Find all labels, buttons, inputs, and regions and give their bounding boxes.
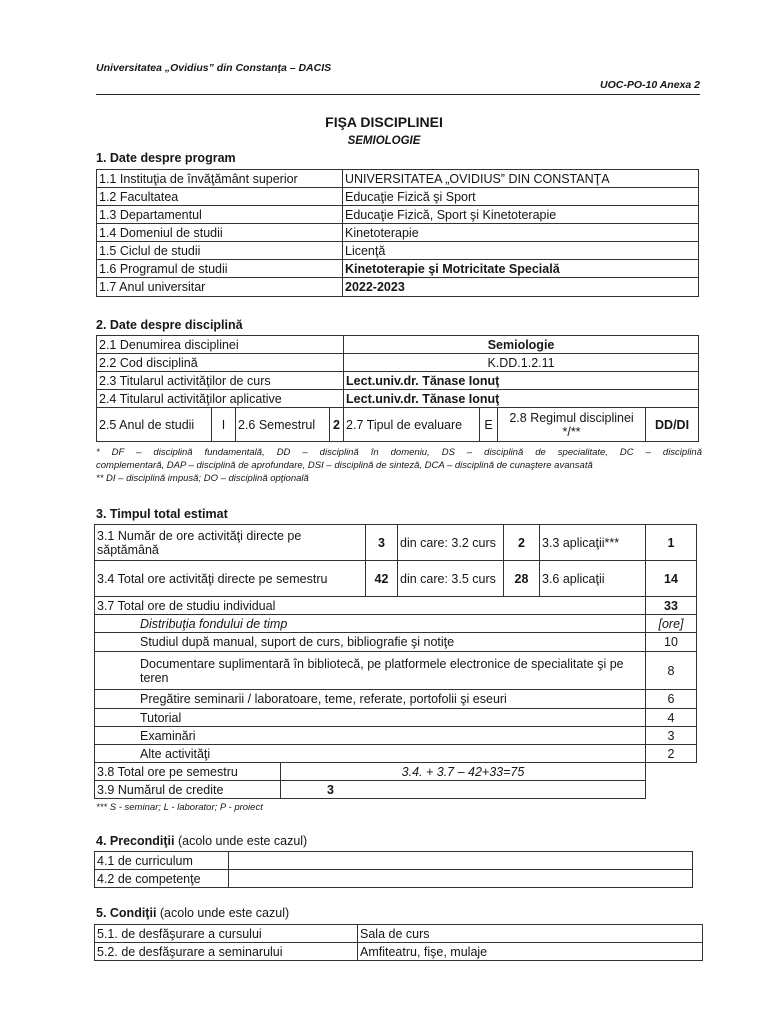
table-row: 4.2 de competenţe: [95, 870, 693, 888]
table-row: Tutorial 4: [95, 709, 697, 727]
table-row: Distribuţia fondului de timp [ore]: [95, 615, 697, 633]
section2-heading: 2. Date despre disciplină: [96, 318, 243, 332]
table-row: 3.9 Numărul de credite 3: [95, 781, 697, 799]
table-row: 5.2. de desfăşurare a seminarului Amfiteatru, fişe, mulaje: [95, 943, 703, 961]
table-row: 1.6 Programul de studii Kinetoterapie şi Motricitate Specială: [97, 260, 699, 278]
section1-heading: 1. Date despre program: [96, 151, 236, 165]
table-row: 1.3 Departamentul Educaţie Fizică, Sport şi Kinetoterapie: [97, 206, 699, 224]
preconditions-table: [94, 851, 693, 888]
table-row: 4.1 de curriculum: [95, 852, 693, 870]
conditions-table: [94, 924, 703, 961]
table-row: 1.2 Facultatea Educaţie Fizică şi Sport: [97, 188, 699, 206]
document-subtitle: SEMIOLOGIE: [347, 135, 421, 147]
table-row: 3.7 Total ore de studiu individual 33: [95, 597, 697, 615]
time-note: *** S - seminar; L - laborator; P - proiect: [96, 802, 263, 813]
time-table: [94, 524, 697, 799]
table-row: 1.5 Ciclul de studii Licenţă: [97, 242, 699, 260]
discipline-notes: * DF – disciplină fundamentală, DD – disciplină în domeniu, DS – disciplină de specialitate, DC – disciplină complementară, DAP – disciplină de aprofundare, DSI – disciplină de sinteză, DCA – disciplină de cunaştere avansată ** DI – disciplină impusă; DO – disciplină opţională: [96, 447, 702, 484]
table-row: 2.2 Cod disciplină K.DD.1.2.11: [97, 354, 699, 372]
table-row: 2.1 Denumirea disciplinei Semiologie: [97, 336, 699, 354]
table-row: 1.1 Instituţia de învăţământ superior UNIVERSITATEA „OVIDIUS” DIN CONSTANŢA: [97, 170, 699, 188]
table-row: 2.3 Titularul activităţilor de curs Lect.univ.dr. Tănase Ionuţ: [97, 372, 699, 390]
document-title: FIŞA DISCIPLINEI: [325, 114, 443, 130]
institution-header: Universitatea „Ovidius” din Constanţa – DACIS: [96, 62, 332, 74]
table-row: 2.5 Anul de studii I 2.6 Semestrul 2 2.7 Tipul de evaluare E 2.8 Regimul disciplinei */** DD/DI: [97, 408, 699, 442]
table-row: Examinări 3: [95, 727, 697, 745]
section4-heading: 4. Precondiţii (acolo unde este cazul): [96, 834, 308, 848]
table-row: 3.1 Număr de ore activităţi directe pe săptămână 3 din care: 3.2 curs 2 3.3 aplicaţii*** 1: [95, 525, 697, 561]
document-code: UOC-PO-10 Anexa 2: [600, 79, 700, 91]
table-row: 3.4 Total ore activităţi directe pe semestru 42 din care: 3.5 curs 28 3.6 aplicaţii 14: [95, 561, 697, 597]
table-row: Documentare suplimentară în bibliotecă, pe platformele electronice de specialitate şi pe teren 8: [95, 652, 697, 690]
section3-heading: 3. Timpul total estimat: [96, 507, 228, 521]
table-row: Alte activităţi 2: [95, 745, 697, 763]
discipline-table: [96, 335, 699, 442]
program-table: [96, 169, 699, 297]
table-row: 1.7 Anul universitar 2022-2023: [97, 278, 699, 297]
table-row: Pregătire seminarii / laboratoare, teme, referate, portofolii şi eseuri 6: [95, 690, 697, 709]
table-row: Studiul după manual, suport de curs, bibliografie şi notiţe 10: [95, 633, 697, 652]
header-divider: [96, 94, 700, 95]
table-row: 3.8 Total ore pe semestru 3.4. + 3.7 – 42+33=75: [95, 763, 697, 781]
section5-heading: 5. Condiţii (acolo unde este cazul): [96, 906, 290, 920]
table-row: 2.4 Titularul activităţilor aplicative Lect.univ.dr. Tănase Ionuţ: [97, 390, 699, 408]
table-row: 1.4 Domeniul de studii Kinetoterapie: [97, 224, 699, 242]
table-row: 5.1. de desfăşurare a cursului Sala de curs: [95, 925, 703, 943]
